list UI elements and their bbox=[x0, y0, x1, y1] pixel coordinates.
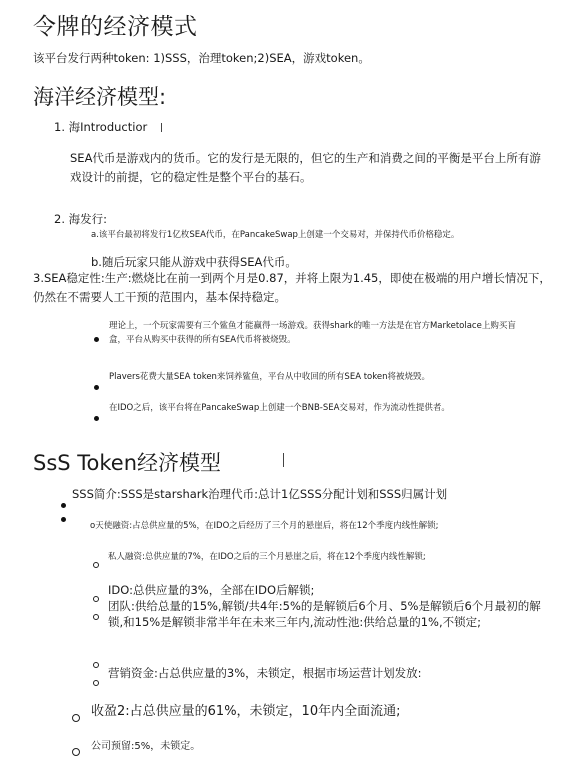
sss-private-marker bbox=[93, 553, 99, 572]
sss-team: 团队:供给总量的15%,解锁/共4年:5%的是解锁后6个月、5%是解锁后6个月最初的解锁,和15%是解锁非常半年在未来三年内,流动性池:供给总量的1%,不锁定; bbox=[108, 599, 541, 629]
sss-angel: o天使融资:占总供应量的5%，在IDO之后经历了三个月的悬崖后，将在12个季度内线性解锁; bbox=[90, 521, 439, 531]
sss-reserve: 公司预留:5%，未锁定。 bbox=[91, 741, 201, 752]
ocean-bullet-2: Plavers花费大量SEA token来饲养鲨鱼，平台从中收回的所有SEA token将被烧毁。 bbox=[109, 372, 430, 382]
ocean-bullet-marker-1 bbox=[94, 327, 99, 346]
ocean-intro-text: SEA代币是游戏内的货币。它的发行是无限的，但它的生产和消费之间的平衡是平台上所有游戏设计的前提，它的稳定性是整个平台的基石。 bbox=[70, 151, 541, 184]
sss-ido-marker bbox=[93, 587, 99, 606]
sss-marketing-marker bbox=[93, 671, 99, 690]
sss-private: 私人融资:总供应量的7%，在IDO之后的三个月悬崖之后，将在12个季度内线性解锁; bbox=[108, 552, 426, 562]
ocean-bullet-3: 在IDO之后，该平台将在PancakeSwap上创建一个BNB-SEA交易对，作为流动性提供者。 bbox=[109, 403, 450, 413]
sss-bullet-marker-empty bbox=[61, 507, 66, 526]
sss-empty-marker bbox=[93, 653, 99, 672]
ocean-issue-label: 2. 海发行: bbox=[54, 212, 108, 226]
ocean-bullet-1: 理论上，一个玩家需要有三个鲨鱼才能赢得一场游戏。获得shark的唯一方法是在官方Marketolace上购买盲盒，平台从购买中获得的所有SEA代币将被烧毁。 bbox=[109, 321, 516, 345]
sss-team-marker bbox=[93, 605, 99, 624]
ocean-issue-b: b.随后玩家只能从游戏中获得SEA代币。 bbox=[91, 255, 297, 269]
sss-marketing: 营销资金:占总供应量的3%，未锁定，根据市场运营计划发放: bbox=[108, 666, 422, 680]
ocean-bullet-marker-3 bbox=[94, 406, 99, 425]
intro-text: 该平台发行两种token: 1)SSS，治理token;2)SEA，游戏token。 bbox=[33, 51, 370, 65]
sss-bullet-intro: SSS简介:SSS是starshark治理代币:总计1亿SSS分配计划和SSS归属计划 bbox=[72, 487, 448, 501]
sss-earnings-marker bbox=[72, 707, 80, 726]
text-cursor-2 bbox=[283, 453, 284, 467]
sss-heading: SsS Token经济模型 bbox=[33, 451, 222, 475]
ocean-intro-label: 1. 海Introductior bbox=[54, 120, 148, 134]
page-title: 令牌的经济模式 bbox=[33, 14, 198, 40]
ocean-stability: 3.SEA稳定性:生产:燃烧比在前一到两个月是0.87，并将上限为1.45，即使在极端的用户增长情况下，仍然在不需要人工干预的范围内，基本保持稳定。 bbox=[33, 271, 551, 304]
ocean-issue-a: a.该平台最初将发行1亿枚SEA代币，在PancakeSwap上创建一个交易对，并保持代币价格稳定。 bbox=[91, 230, 460, 240]
sss-earnings: 收盈2:占总供应量的61%，未锁定，10年内全面流通; bbox=[91, 704, 401, 719]
sss-ido: IDO:总供应量的3%，全部在IDO后解锁; bbox=[108, 583, 315, 597]
ocean-bullet-marker-2 bbox=[94, 375, 99, 394]
sss-reserve-marker bbox=[72, 741, 80, 760]
text-cursor bbox=[161, 123, 162, 132]
ocean-heading: 海洋经济模型: bbox=[33, 85, 167, 109]
